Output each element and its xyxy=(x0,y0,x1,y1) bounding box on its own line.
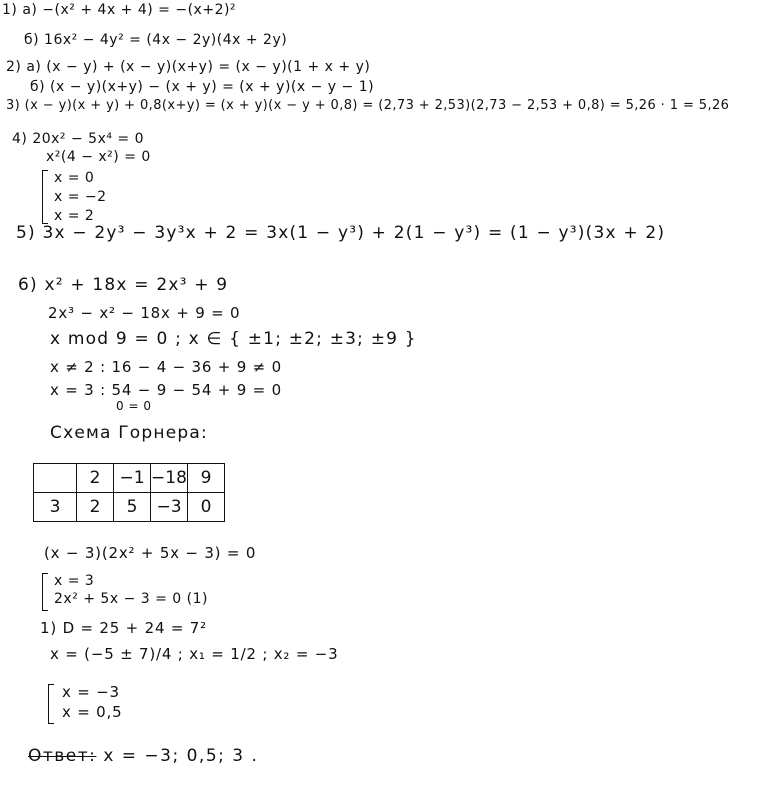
roots-bracket-final xyxy=(48,684,54,724)
horner-header-row xyxy=(34,464,225,493)
task-6-discriminant: 1) D = 25 + 24 = 7² xyxy=(40,619,207,637)
task-4-equation: 4) 20x² − 5x⁴ = 0 xyxy=(12,131,145,147)
task-4-root-3: x = 2 xyxy=(54,208,95,224)
task-6-quadratic-roots: x = (−5 ± 7)/4 ; x₁ = 1/2 ; x₂ = −3 xyxy=(50,645,339,663)
task-6-equation: 6) x² + 18x = 2x³ + 9 xyxy=(18,275,229,295)
horner-cell xyxy=(34,464,77,493)
task-2a: 2) а) (x − y) + (x − y)(x+y) = (x − y)(1 + x + y) xyxy=(6,59,371,75)
task-4-root-1: x = 0 xyxy=(54,170,95,186)
task-6-check-3-result: 0 = 0 xyxy=(116,399,152,413)
answer-line xyxy=(28,748,258,764)
horner-cell: 2 xyxy=(77,493,114,522)
horner-cell: 0 xyxy=(188,493,225,522)
task-6-rearranged: 2x³ − x² − 18x + 9 = 0 xyxy=(48,304,241,322)
task-3: 3) (x − y)(x + y) + 0,8(x+y) = (x + y)(x − y + 0,8) = (2,73 + 2,53)(2,73 − 2,53 + 0,8) = 5,26 · 1 = 5,26 xyxy=(6,98,730,113)
horner-cell: −1 xyxy=(114,464,151,493)
roots-bracket-6 xyxy=(42,573,48,611)
horner-cell: 9 xyxy=(188,464,225,493)
answer-value: x = −3; 0,5; 3 . xyxy=(103,746,259,766)
horner-cell: 3 xyxy=(34,493,77,522)
task-6-factorization: (x − 3)(2x² + 5x − 3) = 0 xyxy=(44,544,257,562)
horner-cell: −18 xyxy=(151,464,188,493)
task-6-quadratic: 2x² + 5x − 3 = 0 (1) xyxy=(54,591,208,607)
horner-table xyxy=(33,463,225,522)
horner-result-row xyxy=(34,493,225,522)
task-6-divisors: x mod 9 = 0 ; x ∈ { ±1; ±2; ±3; ±9 } xyxy=(50,329,417,349)
task-6-root-3: x = 3 xyxy=(54,573,95,589)
answer-label: Ответ: xyxy=(28,746,97,766)
final-root-1: x = −3 xyxy=(62,683,120,701)
final-root-2: x = 0,5 xyxy=(62,703,123,721)
horner-cell: 2 xyxy=(77,464,114,493)
horner-title: Схема Горнера: xyxy=(50,423,208,443)
task-1b: б) 16x² − 4y² = (4x − 2y)(4x + 2y) xyxy=(24,32,288,48)
task-6-check-2: x ≠ 2 : 16 − 4 − 36 + 9 ≠ 0 xyxy=(50,358,282,376)
task-4-factored: x²(4 − x²) = 0 xyxy=(46,149,151,165)
task-5: 5) 3x − 2y³ − 3y³x + 2 = 3x(1 − y³) + 2(1 − y³) = (1 − y³)(3x + 2) xyxy=(16,223,666,243)
horner-cell: −3 xyxy=(151,493,188,522)
task-2b: б) (x − y)(x+y) − (x + y) = (x + y)(x − y − 1) xyxy=(30,79,375,95)
horner-cell: 5 xyxy=(114,493,151,522)
roots-bracket-4 xyxy=(42,170,48,224)
task-6-check-3: x = 3 : 54 − 9 − 54 + 9 = 0 xyxy=(50,381,282,399)
task-1a: 1) а) −(x² + 4x + 4) = −(x+2)² xyxy=(2,2,237,18)
task-4-root-2: x = −2 xyxy=(54,189,107,205)
